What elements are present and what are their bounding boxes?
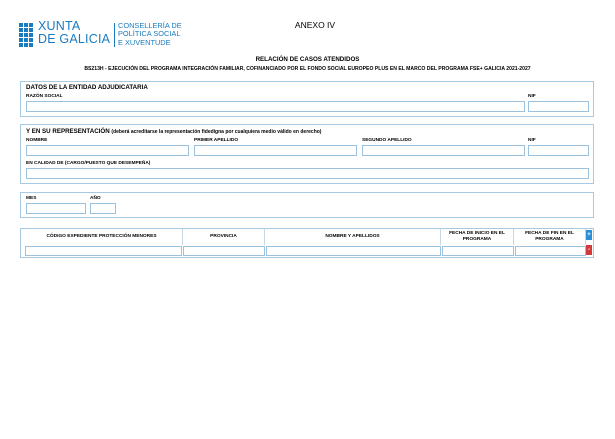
primer-apellido-label: PRIMER APELLIDO bbox=[194, 138, 239, 143]
representation-note: (deberá acreditarse la representación fidedigna por cualquiera medio válido en derecho) bbox=[111, 129, 322, 135]
table-header-fecha-inicio: FECHA DE INICIO EN EL PROGRAMA bbox=[441, 229, 514, 245]
table-header-nombre: NOMBRE Y APELLIDOS bbox=[265, 229, 441, 245]
nombre-label: NOMBRE bbox=[26, 138, 48, 143]
annex-label: ANEXO IV bbox=[294, 20, 336, 30]
codigo-cell-input[interactable] bbox=[25, 246, 182, 256]
remove-row-button[interactable]: - bbox=[588, 247, 590, 253]
razon-social-input[interactable] bbox=[26, 101, 525, 112]
entity-nif-label: NIF bbox=[528, 94, 536, 99]
mes-input[interactable] bbox=[26, 203, 86, 214]
logo-wordmark bbox=[38, 20, 110, 46]
segundo-apellido-label: SEGUNDO APELLIDO bbox=[362, 138, 412, 143]
period-section bbox=[20, 192, 594, 218]
segundo-apellido-input[interactable] bbox=[362, 145, 525, 156]
representation-nif-input[interactable] bbox=[528, 145, 589, 156]
department-line-2: POLÍTICA SOCIAL bbox=[118, 29, 181, 39]
page-title: RELACIÓN DE CASOS ATENDIDOS bbox=[255, 56, 360, 63]
representation-section bbox=[20, 124, 594, 184]
department-line-3: E XUVENTUDE bbox=[118, 37, 171, 47]
logo-line-1: XUNTA bbox=[38, 19, 81, 33]
department-line-1: CONSELLERÍA DE bbox=[118, 21, 182, 30]
fecha-fin-cell-input[interactable] bbox=[515, 246, 586, 256]
entity-section-title: DATOS DE LA ENTIDAD ADJUDICATARIA bbox=[26, 84, 148, 91]
xunta-flag-icon bbox=[18, 22, 34, 48]
calidad-input[interactable] bbox=[26, 168, 589, 179]
calidad-label: EN CALIDAD DE (CARGO/PUESTO QUE DESEMPEÑA) bbox=[26, 161, 151, 166]
nombre-input[interactable] bbox=[26, 145, 189, 156]
primer-apellido-input[interactable] bbox=[194, 145, 357, 156]
ano-input[interactable] bbox=[90, 203, 116, 214]
cases-table bbox=[20, 228, 594, 258]
table-header-fecha-fin: FECHA DE FIN EN EL PROGRAMA bbox=[514, 229, 586, 245]
fecha-inicio-cell-input[interactable] bbox=[442, 246, 514, 256]
table-header-codigo: CÓDIGO EXPEDIENTE PROTECCIÓN MENORES bbox=[21, 229, 183, 245]
add-row-button[interactable]: + bbox=[587, 232, 591, 238]
department-name bbox=[118, 22, 182, 47]
ano-label: AÑO bbox=[90, 196, 101, 201]
representation-nif-label: NIF bbox=[528, 138, 536, 143]
provincia-cell-select[interactable] bbox=[183, 246, 265, 256]
representation-section-title bbox=[26, 128, 321, 135]
page-subtitle: BS213H - EJECUCIÓN DEL PROGRAMA INTEGRACIÓN FAMILIAR, COFINANCIADO POR EL FONDO SOCIAL EUROPEO PLUS EN EL MARCO DEL PROGRAMA FSE+ GALICIA 2021-2027 bbox=[84, 66, 531, 72]
representation-title: Y EN SU REPRESENTACIÓN bbox=[26, 128, 110, 135]
entity-section bbox=[20, 81, 594, 117]
entity-nif-input[interactable] bbox=[528, 101, 589, 112]
table-header-provincia: PROVINCIA bbox=[183, 229, 265, 245]
logo-divider bbox=[114, 23, 115, 47]
logo-line-2: DE GALICIA bbox=[38, 32, 111, 46]
xunta-logo bbox=[18, 20, 208, 52]
mes-label: MES bbox=[26, 196, 37, 201]
razon-social-label: RAZÓN SOCIAL bbox=[26, 94, 63, 99]
nombre-cell-input[interactable] bbox=[266, 246, 441, 256]
